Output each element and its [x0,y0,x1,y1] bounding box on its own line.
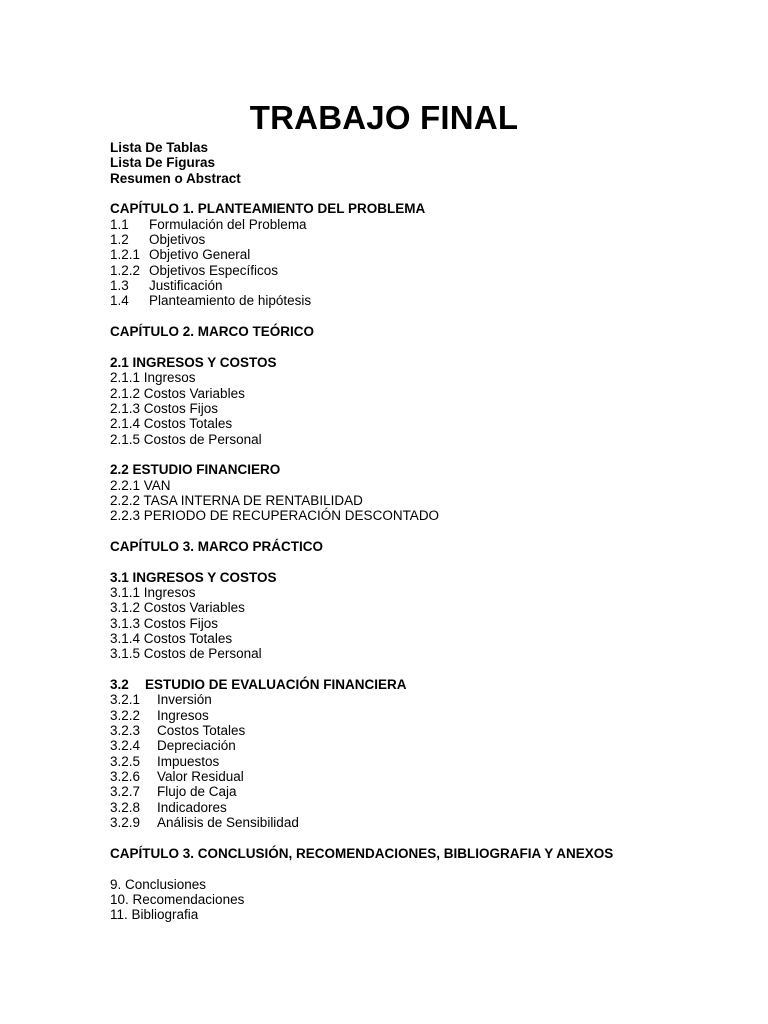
toc-item-number: 3.2.8 [110,799,141,815]
spacer [110,524,730,539]
spacer [110,447,730,462]
toc-item [110,723,730,738]
toc-item-label: Justificación [149,278,223,294]
toc-item-number: 3.2.1 [110,692,141,708]
toc-item [110,769,730,784]
section-heading: 2.1 INGRESOS Y COSTOS [110,354,277,370]
toc-item: 2.1.1 Ingresos [110,370,196,386]
toc-item: 2.1.2 Costos Variables [110,385,245,401]
front-matter-item: Lista De Tablas [110,140,209,155]
toc-item-label: Impuestos [157,753,220,769]
spacer [110,830,730,845]
table-of-contents [110,140,730,923]
toc-item [110,293,730,308]
toc-item-label: Flujo de Caja [157,784,237,800]
toc-item [110,263,730,278]
toc-item [110,800,730,815]
toc-item-label: Inversión [157,692,212,708]
toc-item-number: 3.2.5 [110,753,141,769]
section-heading [110,677,730,692]
toc-item [110,784,730,799]
toc-item [110,217,730,232]
toc-item: 3.1.5 Costos de Personal [110,646,262,662]
toc-item [110,708,730,723]
toc-item: 11. Bibliografia [110,907,199,923]
toc-item-label: Formulación del Problema [149,216,307,232]
toc-item: 9. Conclusiones [110,876,207,892]
toc-item: 2.1.3 Costos Fijos [110,400,219,416]
toc-item-label: Ingresos [157,707,209,723]
toc-item: 2.1.4 Costos Totales [110,416,233,432]
toc-item-label: Valor Residual [157,769,244,785]
toc-item-number: 1.2.1 [110,247,141,263]
toc-item-number: 3.2.7 [110,784,141,800]
chapter-heading: CAPÍTULO 2. MARCO TEÓRICO [110,324,315,340]
spacer [110,309,730,324]
toc-item [110,815,730,830]
toc-item: 10. Recomendaciones [110,891,245,907]
toc-item-label: Análisis de Sensibilidad [157,815,299,831]
section-heading: 3.1 INGRESOS Y COSTOS [110,569,277,585]
spacer [110,339,730,354]
chapter-heading: CAPÍTULO 1. PLANTEAMIENTO DEL PROBLEMA [110,201,426,217]
front-matter-item: Lista De Figuras [110,155,216,171]
toc-item-label: Objetivo General [149,247,251,263]
toc-item-label: Costos Totales [157,723,246,739]
spacer [110,662,730,677]
toc-item-number: 3.2.9 [110,815,141,831]
toc-item-label: Depreciación [157,738,236,754]
toc-item-number: 1.3 [110,278,129,294]
toc-item-number: 1.4 [110,293,129,309]
toc-item [110,247,730,262]
toc-item-label: Objetivos Específicos [149,262,279,278]
toc-item-number: 3.2.4 [110,738,141,754]
toc-item [110,278,730,293]
toc-item-number: 3.2.6 [110,769,141,785]
chapter-heading: CAPÍTULO 3. CONCLUSIÓN, RECOMENDACIONES, BIBLIOGRAFIA Y ANEXOS [110,845,614,861]
toc-item-number: 1.2 [110,232,129,248]
toc-item-label: Planteamiento de hipótesis [149,293,312,309]
toc-item [110,232,730,247]
document-title: TRABAJO FINAL [249,99,519,136]
spacer [110,554,730,569]
toc-item: 3.1.1 Ingresos [110,584,196,600]
toc-item: 3.1.2 Costos Variables [110,600,245,616]
spacer [110,186,730,201]
toc-item [110,738,730,753]
toc-item [110,692,730,707]
section-number: 3.2 [110,677,129,693]
toc-item-label: Indicadores [157,799,227,815]
toc-item-label: Objetivos [149,232,206,248]
chapter-heading: CAPÍTULO 3. MARCO PRÁCTICO [110,538,324,554]
toc-item: 3.1.4 Costos Totales [110,631,233,646]
toc-item [110,754,730,769]
toc-item-number: 1.1 [110,216,129,232]
toc-item: 2.1.5 Costos de Personal [110,431,262,447]
toc-item: 3.1.3 Costos Fijos [110,615,219,631]
toc-item: 2.2.3 PERIODO DE RECUPERACIÓN DESCONTADO [110,508,440,524]
toc-item: 2.2.1 VAN [110,477,171,493]
section-label: ESTUDIO DE EVALUACIÓN FINANCIERA [145,677,407,693]
front-matter-item: Resumen o Abstract [110,170,241,186]
toc-item-number: 1.2.2 [110,262,141,278]
spacer [110,861,730,876]
toc-item-number: 3.2.3 [110,723,141,739]
toc-item-number: 3.2.2 [110,707,141,723]
section-heading: 2.2 ESTUDIO FINANCIERO [110,462,281,478]
toc-item: 2.2.2 TASA INTERNA DE RENTABILIDAD [110,492,363,508]
